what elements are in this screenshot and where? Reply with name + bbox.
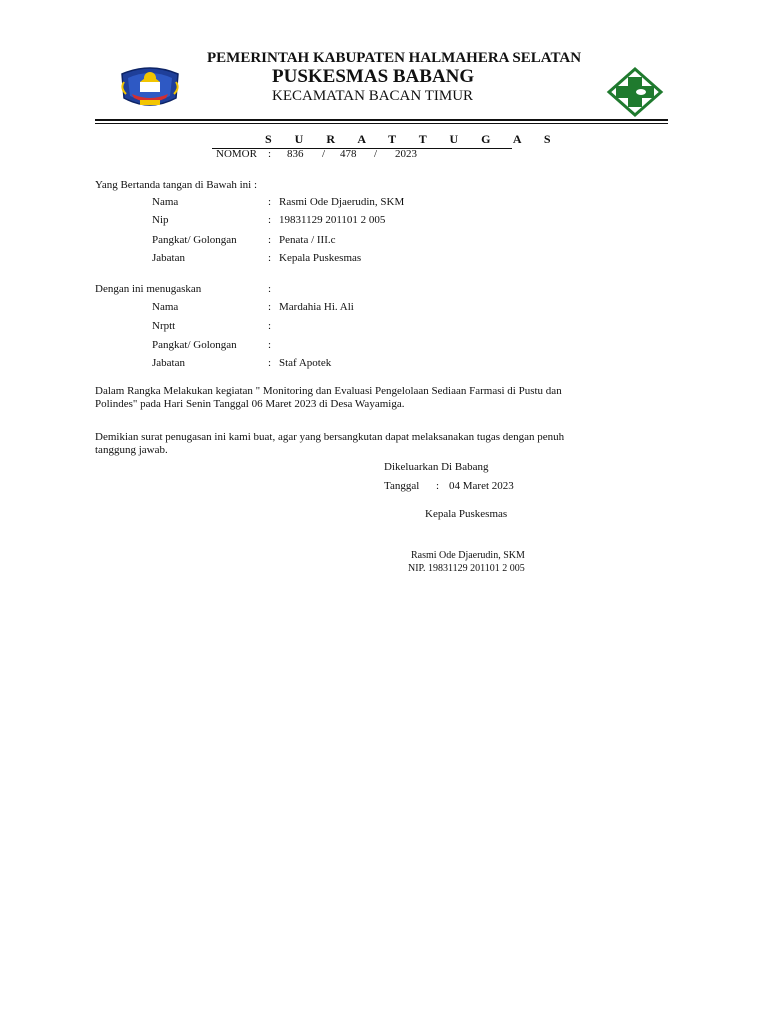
signer-full-name: Rasmi Ode Djaerudin, SKM xyxy=(411,550,525,561)
signer-nip-label: Nip xyxy=(152,214,169,226)
signer-rank-label: Pangkat/ Golongan xyxy=(152,234,237,246)
letter-title: S U R A T T U G A S xyxy=(265,132,561,146)
header-divider-thin xyxy=(95,123,668,124)
puskesmas-heading: PUSKESMAS BABANG xyxy=(272,66,475,87)
signer-rank-value: Penata / III.c xyxy=(279,234,336,246)
nomor-year: 2023 xyxy=(395,148,417,160)
government-heading: PEMERINTAH KABUPATEN HALMAHERA SELATAN xyxy=(207,50,582,66)
assignee-intro: Dengan ini menugaskan xyxy=(95,283,202,295)
title-underline xyxy=(212,148,512,149)
closing-paragraph-line2: tanggung jawab. xyxy=(95,444,168,456)
assignee-name-label: Nama xyxy=(152,301,179,313)
signer-name-value: Rasmi Ode Djaerudin, SKM xyxy=(279,196,405,208)
date-label: Tanggal xyxy=(384,480,420,492)
nomor-colon: : xyxy=(268,148,272,160)
purpose-paragraph-line2: Polindes" pada Hari Senin Tanggal 06 Maret 2023 di Desa Wayamiga. xyxy=(95,398,405,410)
assignee-position-colon: : xyxy=(268,357,272,369)
nomor-code: 478 xyxy=(340,148,357,160)
puskesmas-cross-logo xyxy=(601,67,669,117)
signer-position-colon: : xyxy=(268,252,272,264)
assignee-name-value: Mardahia Hi. Ali xyxy=(279,301,354,313)
nomor-separator: / xyxy=(322,148,326,160)
signer-nip-value: 19831129 201101 2 005 xyxy=(279,214,386,226)
nomor-number: 836 xyxy=(287,148,304,160)
signer-position-value: Kepala Puskesmas xyxy=(279,252,362,264)
header-divider-thick xyxy=(95,119,668,121)
signer-name-label: Nama xyxy=(152,196,179,208)
district-heading: KECAMATAN BACAN TIMUR xyxy=(272,88,474,104)
signer-nip-number: NIP. 19831129 201101 2 005 xyxy=(408,563,525,574)
issued-at: Dikeluarkan Di Babang xyxy=(384,461,489,473)
assignee-rank-colon: : xyxy=(268,339,272,351)
assignee-rank-label: Pangkat/ Golongan xyxy=(152,339,237,351)
assignee-name-colon: : xyxy=(268,301,272,313)
assignee-nrptt-label: Nrptt xyxy=(152,320,176,332)
assignee-intro-colon: : xyxy=(268,283,272,295)
date-colon: : xyxy=(436,480,440,492)
signer-position-title: Kepala Puskesmas xyxy=(425,508,508,520)
signer-rank-colon: : xyxy=(268,234,272,246)
signer-nip-colon: : xyxy=(268,214,272,226)
closing-paragraph-line1: Demikian surat penugasan ini kami buat, agar yang bersangkutan dapat melaksanakan tugas dengan penuh xyxy=(95,431,565,443)
assignee-position-value: Staf Apotek xyxy=(279,357,332,369)
signer-position-label: Jabatan xyxy=(152,252,185,264)
assignee-nrptt-colon: : xyxy=(268,320,272,332)
signer-name-colon: : xyxy=(268,196,272,208)
nomor-label: NOMOR xyxy=(216,148,257,160)
date-value: 04 Maret 2023 xyxy=(449,480,514,492)
signer-intro: Yang Bertanda tangan di Bawah ini : xyxy=(95,179,258,191)
assignee-position-label: Jabatan xyxy=(152,357,185,369)
purpose-paragraph-line1: Dalam Rangka Melakukan kegiatan " Monitoring dan Evaluasi Pengelolaan Sediaan Farmasi di Pustu dan xyxy=(95,385,562,397)
regency-crest-logo xyxy=(118,60,182,112)
nomor-separator: / xyxy=(374,148,378,160)
